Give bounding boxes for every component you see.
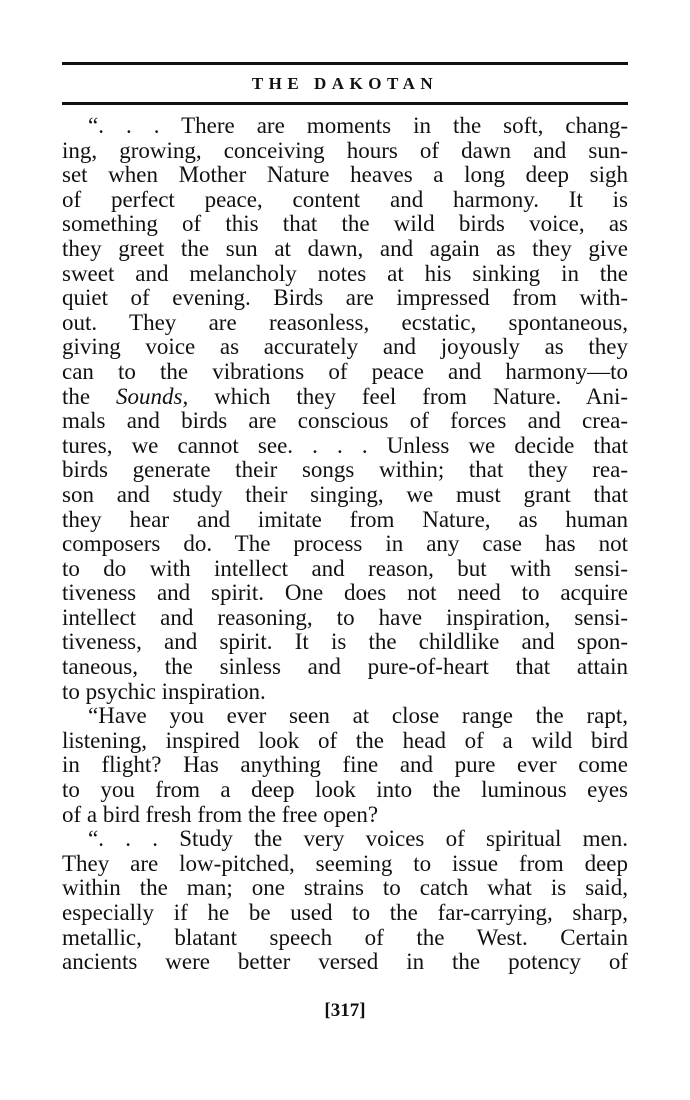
italic-word: Sounds, <box>116 383 189 409</box>
text-line: ing, growing, conceiving hours of dawn and sun- <box>62 137 628 163</box>
text-line: they greet the sun at dawn, and again as they give <box>62 235 628 261</box>
text-fragment: which they feel from Nature. Ani- <box>214 383 629 409</box>
text-line: “. . . Study the very voices of spiritual men. <box>88 826 628 852</box>
text-line: to you from a deep look into the luminous eyes <box>62 777 628 803</box>
text-line: ancients were better versed in the potency of <box>62 949 628 975</box>
text-line: metallic, blatant speech of the West. Certain <box>62 924 628 950</box>
book-page <box>62 0 628 1100</box>
text-line: to do with intellect and reason, but with sensi- <box>62 555 628 581</box>
text-line: set when Mother Nature heaves a long deep sigh <box>62 162 628 188</box>
text-line: of a bird fresh from the free open? <box>62 801 379 827</box>
text-line: taneous, the sinless and pure-of-heart that attain <box>62 654 628 680</box>
text-line: of perfect peace, content and harmony. It is <box>62 186 628 212</box>
text-line: can to the vibrations of peace and harmony—to <box>62 358 628 384</box>
text-line: son and study their singing, we must grant that <box>62 481 628 507</box>
text-line: birds generate their songs within; that they rea- <box>62 457 628 483</box>
text-fragment: the <box>62 383 91 409</box>
text-line: in flight? Has anything fine and pure ever come <box>62 752 628 778</box>
text-line: listening, inspired look of the head of a wild bird <box>62 727 628 753</box>
text-line: sweet and melancholy notes at his sinking in the <box>62 260 628 286</box>
text-line: especially if he be used to the far-carrying, sharp, <box>62 900 628 925</box>
text-line: within the man; one strains to catch what is said, <box>62 875 628 901</box>
text-line: quiet of evening. Birds are impressed from with- <box>62 285 628 311</box>
header-rule-bottom <box>62 102 628 105</box>
text-line: they hear and imitate from Nature, as human <box>62 506 628 532</box>
text-line: giving voice as accurately and joyously as they <box>62 334 628 360</box>
text-line: out. They are reasonless, ecstatic, spontaneous, <box>62 309 628 335</box>
text-line: They are low-pitched, seeming to issue from deep <box>62 850 628 876</box>
running-head: THE DAKOTAN <box>251 74 439 93</box>
page-number: [317] <box>324 1000 366 1021</box>
text-line: mals and birds are conscious of forces and crea- <box>62 408 628 434</box>
text-line: to psychic inspiration. <box>62 678 266 704</box>
text-line: intellect and reasoning, to have inspiration, sensi- <box>62 604 628 630</box>
text-line: tiveness and spirit. One does not need to acquire <box>62 580 628 606</box>
text-line-with-italic <box>62 385 628 410</box>
text-line: tiveness, and spirit. It is the childlike and spon- <box>62 629 628 655</box>
text-line: “. . . There are moments in the soft, chang- <box>88 113 628 138</box>
text-line: composers do. The process in any case has not <box>62 531 628 557</box>
body-text <box>62 114 628 975</box>
text-line: something of this that the wild birds voice, as <box>62 211 628 237</box>
header-rule-top <box>62 62 628 65</box>
text-line: tures, we cannot see. . . . Unless we decide that <box>62 432 628 458</box>
text-line: “Have you ever seen at close range the rapt, <box>88 703 628 729</box>
